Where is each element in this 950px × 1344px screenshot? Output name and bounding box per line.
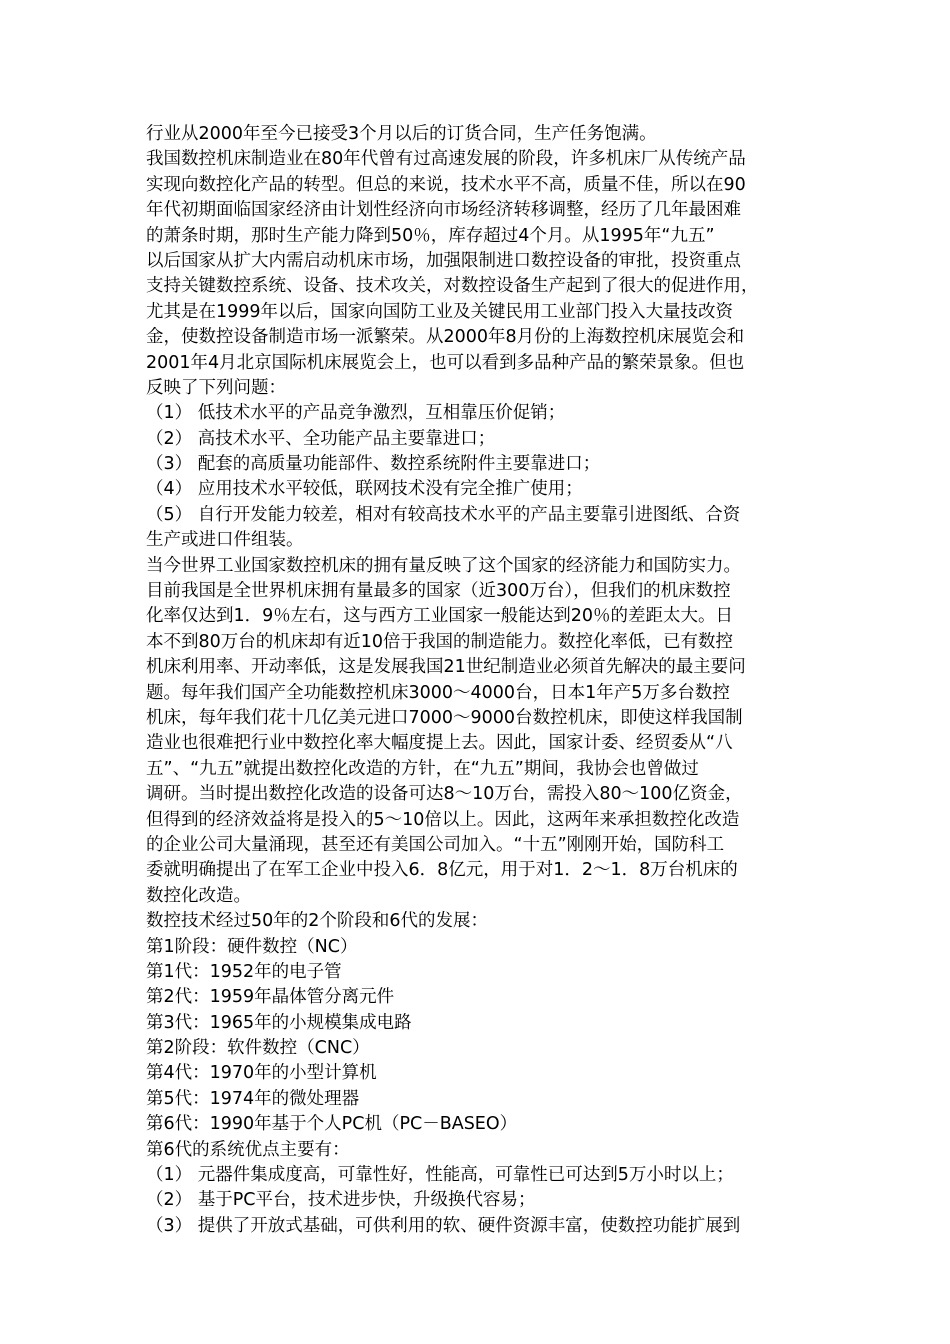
text-line: 第5代：1974年的微处理器 [146,1088,360,1109]
text-line: 以后国家从扩大内需启动机床市场，加强限制进口数控设备的审批，投资重点 [146,250,741,271]
text-line: （3） 配套的高质量功能部件、数控系统附件主要靠进口； [146,454,601,475]
text-line: 的企业公司大量涌现，甚至还有美国公司加入。“十五”刚刚开始，国防科工 [146,834,725,855]
text-line: 五”、“九五”就提出数控化改造的方针，在“九五”期间，我协会也曾做过 [146,758,699,779]
text-line: 第6代的系统优点主要有： [146,1139,350,1160]
text-line: （5） 自行开发能力较差，相对有较高技术水平的产品主要靠引进图纸、合资 [146,504,741,525]
text-line: （2） 基于PC平台，技术进步快，升级换代容易； [146,1190,536,1211]
text-line: 本不到80万台的机床却有近10倍于我国的制造能力。数控化率低，已有数控 [146,631,734,652]
text-line: 题。每年我们国产全功能数控机床3000～4000台，日本1年产5万多台数控 [146,682,730,703]
text-line: （1） 元器件集成度高，可靠性好，性能高，可靠性已可达到5万小时以上； [146,1165,734,1186]
text-line: 目前我国是全世界机床拥有量最多的国家（近300万台），但我们的机床数控 [146,581,731,602]
text-line: 生产或进口件组装。 [146,530,304,551]
text-line: （4） 应用技术水平较低，联网技术没有完全推广使用； [146,479,583,500]
text-line: 第4代：1970年的小型计算机 [146,1063,377,1084]
text-line: （3） 提供了开放式基础，可供利用的软、硬件资源丰富，使数控功能扩展到 [146,1215,741,1236]
text-line: 尤其是在1999年以后，国家向国防工业及关键民用工业部门投入大量技改资 [146,301,734,322]
text-line: 委就明确提出了在军工企业中投入6．8亿元，用于对1．2～1．8万台机床的 [146,860,738,881]
text-line: 造业也很难把行业中数控化率大幅度提上去。因此，国家计委、经贸委从“八 [146,733,733,754]
text-line: （2） 高技术水平、全功能产品主要靠进口； [146,428,496,449]
text-line: 金，使数控设备制造市场一派繁荣。从2000年8月份的上海数控机床展览会和 [146,327,745,348]
text-line: 机床利用率、开动率低，这是发展我国21世纪制造业必须首先解决的最主要问 [146,657,746,678]
text-line: 第1阶段：硬件数控（NC） [146,936,358,957]
text-line: 第6代：1990年基于个人PC机（PC－BASEO） [146,1114,518,1135]
document-body [146,122,816,1239]
text-line: 支持关键数控系统、设备、技术攻关，对数控设备生产起到了很大的促进作用， [146,276,759,297]
text-line: 数控化改造。 [146,885,251,906]
text-line: 数控技术经过50年的2个阶段和6代的发展： [146,911,489,932]
text-line: 年代初期面临国家经济由计划性经济向市场经济转移调整，经历了几年最困难 [146,200,741,221]
text-line: 化率仅达到1．9％左右，这与西方工业国家一般能达到20％的差距太大。日 [146,606,734,627]
text-line: 2001年4月北京国际机床展览会上，也可以看到多品种产品的繁荣景象。但也 [146,352,745,373]
text-line: 第2代：1959年晶体管分离元件 [146,987,395,1008]
text-line: 行业从2000年至今已接受3个月以后的订货合同，生产任务饱满。 [146,124,657,144]
text-line: 的萧条时期，那时生产能力降到50％，库存超过4个月。从1995年“九五” [146,225,715,246]
text-line: 第2阶段：软件数控（CNC） [146,1038,370,1059]
text-line: 第3代：1965年的小规模集成电路 [146,1012,412,1033]
text-line: 但得到的经济效益将是投入的5～10倍以上。因此，这两年来承担数控化改造 [146,809,740,830]
text-line: 当今世界工业国家数控机床的拥有量反映了这个国家的经济能力和国防实力。 [146,555,741,576]
text-line: （1） 低技术水平的产品竞争激烈，互相靠压价促销； [146,403,566,424]
text-line: 反映了下列问题： [146,377,286,398]
text-line: 实现向数控化产品的转型。但总的来说，技术水平不高，质量不佳，所以在90 [146,174,746,195]
text-line: 我国数控机床制造业在80年代曾有过高速发展的阶段，许多机床厂从传统产品 [146,149,746,170]
text-line: 机床，每年我们花十几亿美元进口7000～9000台数控机床，即使这样我国制 [146,707,743,728]
text-line: 调研。当时提出数控化改造的设备可达8～10万台，需投入80～100亿资金， [146,784,743,805]
text-line: 第1代：1952年的电子管 [146,961,342,982]
